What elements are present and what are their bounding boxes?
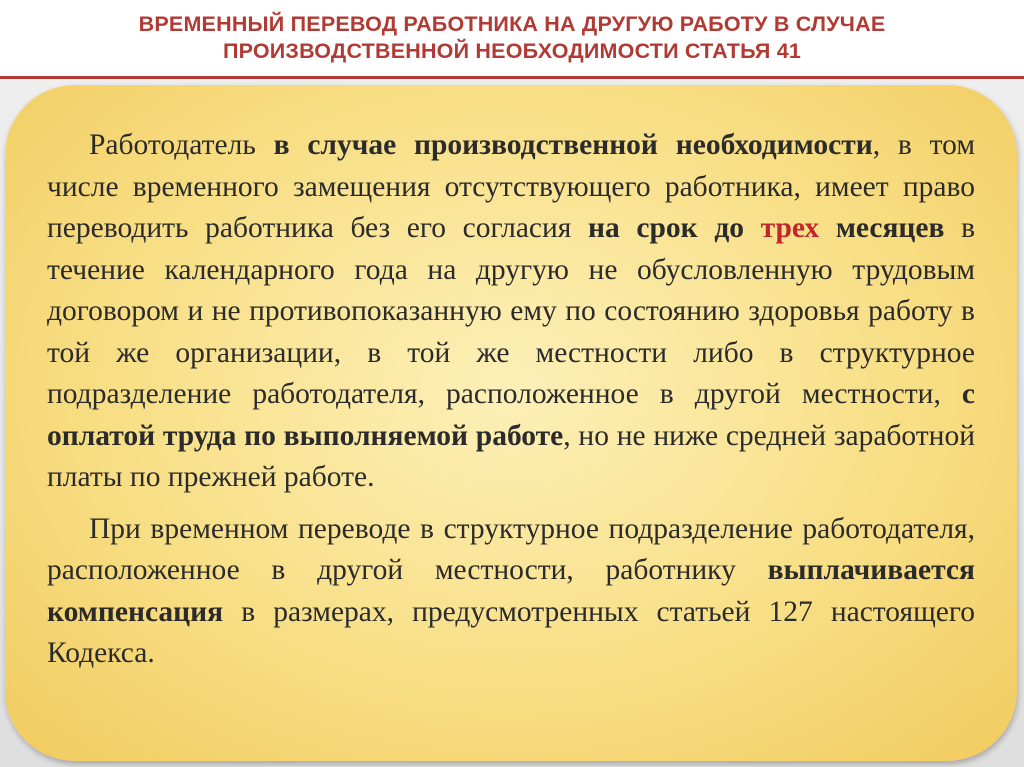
- p1-bold-3: месяцев: [835, 212, 945, 244]
- p1-text-3: в течение календарного года на другую не обусловленную трудовым договором и не противопоказанную ему по состоянию здоровья работу в той же организации, в той же местности либо в структурное подразделение работодателя, расположенное в другой местности,: [47, 212, 976, 410]
- p1-highlight-red: трех: [760, 212, 820, 244]
- slide-title-line-1: ВРЕМЕННЫЙ ПЕРЕВОД РАБОТНИКА НА ДРУГУЮ РАБОТУ В СЛУЧАЕ: [138, 12, 886, 36]
- slide-header: [0, 0, 1024, 76]
- paragraph-2: [47, 509, 975, 675]
- p2-text-2: в размерах, предусмотренных статьей 127 настоящего Кодекса.: [47, 595, 975, 669]
- p2-bold-1: выплачивается компенсация: [47, 554, 975, 628]
- p1-bold-1: в случае производственной необходимости: [273, 129, 873, 161]
- p1-bold-4: с оплатой труда по выполняемой работе: [47, 378, 975, 452]
- p1-text-4: , но не ниже средней заработной платы по прежней работе.: [47, 419, 976, 493]
- content-box: [5, 85, 1017, 761]
- slide-title: [139, 11, 886, 65]
- p1-text-1: Работодатель: [89, 129, 274, 161]
- p1-bold-2: на срок до: [588, 212, 744, 244]
- p1-text-2: , в том числе временного замещения отсутствующего работника, имеет право переводить работника без его согласия: [47, 129, 975, 244]
- p2-text-1: При временном переводе в структурное подразделение работодателя, расположенное в другой местности, работнику: [47, 512, 975, 586]
- paragraph-1: [47, 125, 975, 499]
- slide-title-line-2: ПРОИЗВОДСТВЕННОЙ НЕОБХОДИМОСТИ СТАТЬЯ 41: [222, 39, 802, 63]
